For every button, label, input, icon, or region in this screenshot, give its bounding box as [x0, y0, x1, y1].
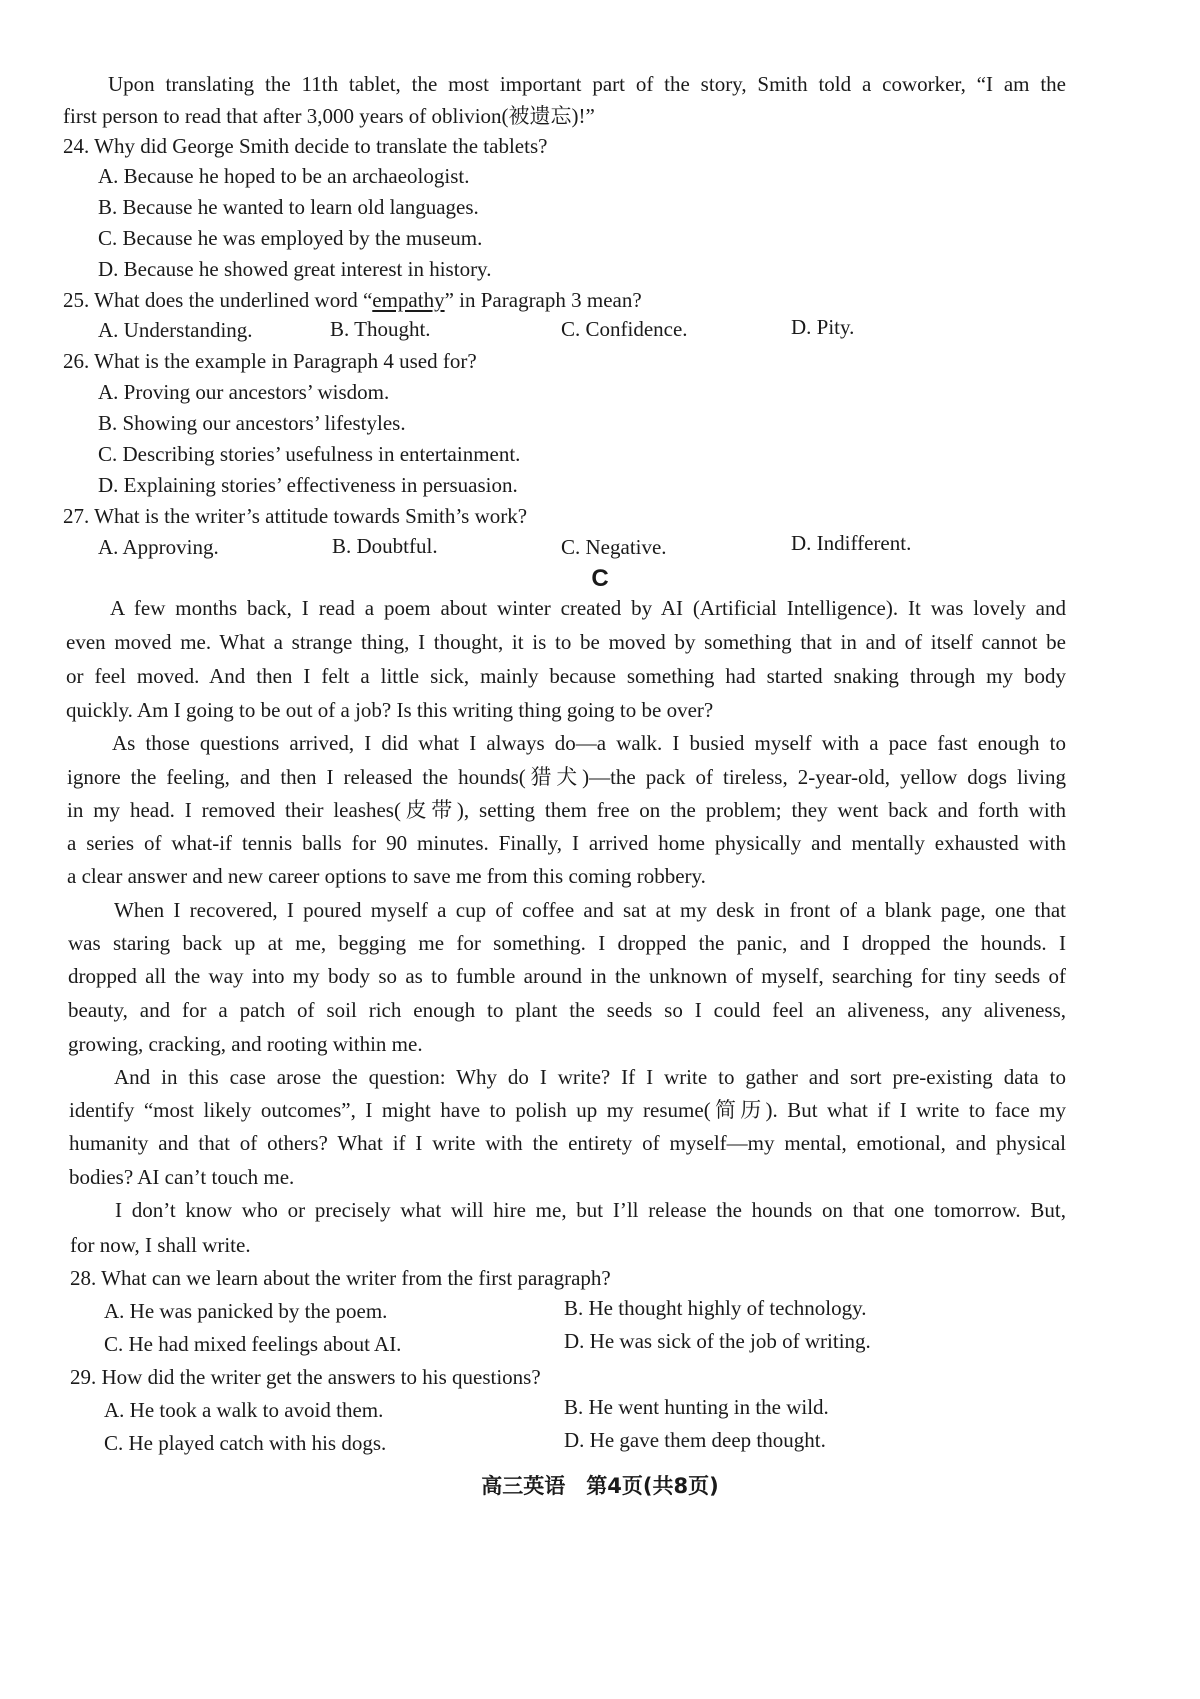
- intro-line-2: first person to read that after 3,000 years of oblivion(被遗忘)!”: [63, 104, 595, 128]
- question-25-option-b: B. Thought.: [330, 317, 431, 341]
- passage-p2-line-5: a clear answer and new career options to save me from this coming robbery.: [67, 864, 706, 888]
- question-26-option-c: C. Describing stories’ usefulness in entertainment.: [98, 442, 521, 466]
- passage-p4-line-2: identify “most likely outcomes”, I might have to polish up my resume(简历). But what if I write to face my: [69, 1098, 1066, 1122]
- underlined-word: empathy: [372, 288, 445, 312]
- question-26-option-b: B. Showing our ancestors’ lifestyles.: [98, 411, 406, 435]
- question-25-stem: 25. What does the underlined word “empathy” in Paragraph 3 mean?: [63, 288, 642, 312]
- question-27-option-d: D. Indifferent.: [791, 531, 912, 555]
- passage-p3-line-4: beauty, and for a patch of soil rich enough to plant the seeds so I could feel an aliveness, any aliveness,: [68, 998, 1066, 1022]
- intro-line-1: Upon translating the 11th tablet, the most important part of the story, Smith told a coworker, “I am the: [108, 72, 1066, 96]
- passage-p4-line-3: humanity and that of others? What if I write with the entirety of myself—my mental, emotional, and physical: [69, 1131, 1066, 1155]
- question-25-option-c: C. Confidence.: [561, 317, 688, 341]
- question-24-option-c: C. Because he was employed by the museum.: [98, 226, 483, 250]
- question-24-stem: 24. Why did George Smith decide to translate the tablets?: [63, 134, 548, 158]
- question-27-option-b: B. Doubtful.: [332, 534, 438, 558]
- passage-p3-line-2: was staring back up at me, begging me for something. I dropped the panic, and I dropped the hounds. I: [68, 931, 1066, 955]
- question-28-option-a: A. He was panicked by the poem.: [104, 1299, 388, 1323]
- passage-p1-line-3: or feel moved. And then I felt a little sick, mainly because something had started snaking through my body: [66, 664, 1066, 688]
- passage-p2-line-3: in my head. I removed their leashes(皮带), setting them free on the problem; they went back and forth with: [67, 798, 1066, 822]
- question-24-option-a: A. Because he hoped to be an archaeologist.: [98, 164, 470, 188]
- passage-p1-line-1: A few months back, I read a poem about winter created by AI (Artificial Intelligence). It was lovely and: [110, 596, 1066, 620]
- question-26-stem: 26. What is the example in Paragraph 4 used for?: [63, 349, 477, 373]
- section-heading-c: C: [591, 565, 609, 592]
- passage-p3-line-5: growing, cracking, and rooting within me.: [68, 1032, 423, 1056]
- question-28-stem: 28. What can we learn about the writer from the first paragraph?: [70, 1266, 611, 1290]
- question-27-option-a: A. Approving.: [98, 535, 219, 559]
- passage-p4-line-4: bodies? AI can’t touch me.: [69, 1165, 295, 1189]
- question-29-option-d: D. He gave them deep thought.: [564, 1428, 826, 1452]
- question-29-stem: 29. How did the writer get the answers to his questions?: [70, 1365, 541, 1389]
- question-24-option-b: B. Because he wanted to learn old languages.: [98, 195, 479, 219]
- question-29-option-b: B. He went hunting in the wild.: [564, 1395, 829, 1419]
- question-29-option-c: C. He played catch with his dogs.: [104, 1431, 387, 1455]
- question-25-option-d: D. Pity.: [791, 315, 855, 339]
- passage-p2-line-4: a series of what-if tennis balls for 90 minutes. Finally, I arrived home physically and mentally exhausted with: [67, 831, 1066, 855]
- question-28-option-d: D. He was sick of the job of writing.: [564, 1329, 871, 1353]
- question-24-option-d: D. Because he showed great interest in history.: [98, 257, 492, 281]
- question-26-option-d: D. Explaining stories’ effectiveness in persuasion.: [98, 473, 518, 497]
- passage-p2-line-1: As those questions arrived, I did what I always do—a walk. I busied myself with a pace fast enough to: [112, 731, 1066, 755]
- passage-p1-line-2: even moved me. What a strange thing, I thought, it is to be moved by something that in and of itself cannot be: [66, 630, 1066, 654]
- passage-p5-line-2: for now, I shall write.: [70, 1233, 251, 1257]
- passage-p2-line-2: ignore the feeling, and then I released the hounds(猎犬)—the pack of tireless, 2-year-old, yellow dogs living: [67, 765, 1066, 789]
- question-27-stem: 27. What is the writer’s attitude towards Smith’s work?: [63, 504, 528, 528]
- page-footer: 高三英语 第4页(共8页): [481, 1474, 719, 1498]
- question-28-option-b: B. He thought highly of technology.: [564, 1296, 867, 1320]
- passage-p4-line-1: And in this case arose the question: Why do I write? If I write to gather and sort pre-existing data to: [114, 1065, 1066, 1089]
- question-29-option-a: A. He took a walk to avoid them.: [104, 1398, 384, 1422]
- question-28-option-c: C. He had mixed feelings about AI.: [104, 1332, 402, 1356]
- passage-p3-line-3: dropped all the way into my body so as to fumble around in the unknown of myself, searching for tiny seeds of: [68, 964, 1066, 988]
- passage-p1-line-4: quickly. Am I going to be out of a job? Is this writing thing going to be over?: [66, 698, 714, 722]
- passage-p3-line-1: When I recovered, I poured myself a cup of coffee and sat at my desk in front of a blank page, one that: [114, 898, 1066, 922]
- question-26-option-a: A. Proving our ancestors’ wisdom.: [98, 380, 390, 404]
- question-27-option-c: C. Negative.: [561, 535, 667, 559]
- passage-p5-line-1: I don’t know who or precisely what will hire me, but I’ll release the hounds on that one tomorrow. But,: [115, 1198, 1066, 1222]
- question-25-option-a: A. Understanding.: [98, 318, 253, 342]
